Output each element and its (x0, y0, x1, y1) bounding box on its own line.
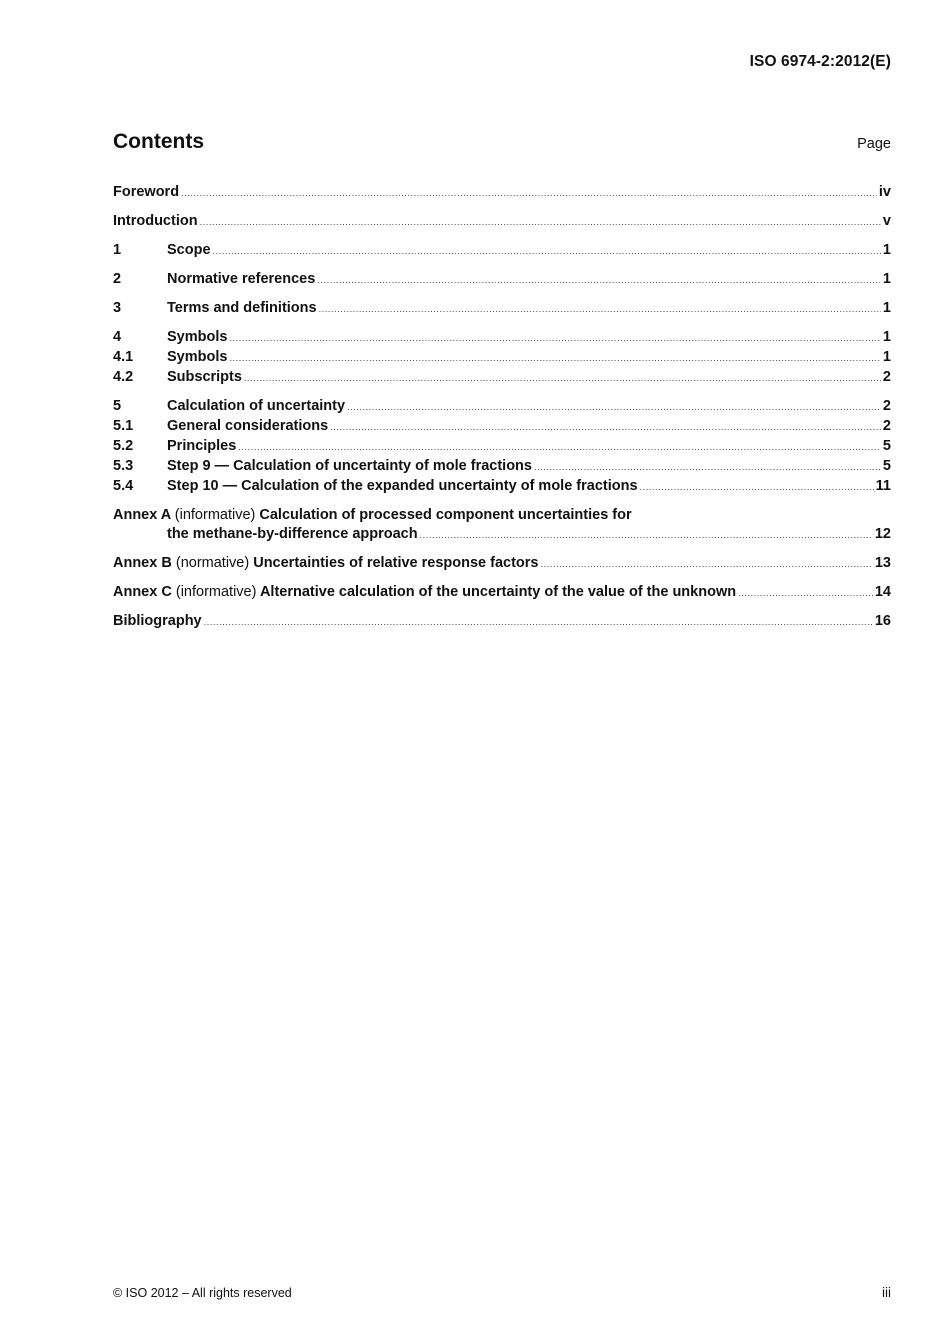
document-id: ISO 6974-2:2012(E) (749, 53, 891, 70)
leader-dots (347, 398, 881, 417)
toc-entry-page: 13 (874, 555, 891, 571)
toc-entry-calculation-of-uncertainty[interactable] (113, 397, 891, 417)
toc-entry-label: Normative references (167, 271, 316, 287)
toc-entry-page: 2 (882, 369, 891, 385)
toc-entry-page: 1 (882, 349, 891, 365)
toc-entry-step-9[interactable] (113, 457, 891, 477)
toc-entry-number: 4.2 (113, 369, 134, 385)
leader-dots (317, 271, 881, 290)
leader-dots (534, 458, 881, 477)
leader-dots (238, 438, 881, 457)
toc-entry-page: v (882, 213, 891, 229)
toc-entry-label: Bibliography (113, 613, 202, 629)
leader-dots (181, 184, 877, 203)
toc-entry-annex-b[interactable] (113, 554, 891, 574)
toc-entry-number: 5.1 (113, 418, 134, 434)
toc-entry-label (113, 583, 736, 602)
toc-entry-page: iv (878, 184, 891, 200)
copyright-notice: © ISO 2012 – All rights reserved (113, 1286, 292, 1300)
leader-dots (330, 418, 881, 437)
annex-kind: (informative) (174, 507, 256, 523)
leader-dots (204, 613, 873, 632)
leader-dots (229, 349, 880, 368)
page-number: iii (882, 1285, 891, 1300)
toc-entry-label: Step 9 — Calculation of uncertainty of mole fractions (167, 458, 532, 474)
toc-entry-scope[interactable] (113, 241, 891, 261)
table-of-contents (113, 183, 891, 632)
leader-dots (200, 213, 881, 232)
toc-entry-page: 2 (882, 418, 891, 434)
toc-entry-page: 16 (874, 613, 891, 629)
toc-entry-label: Symbols (167, 349, 228, 365)
toc-entry-symbols[interactable] (113, 328, 891, 348)
toc-entry-label: General considerations (167, 418, 329, 434)
toc-entry-page: 1 (882, 300, 891, 316)
toc-entry-label: Introduction (113, 213, 198, 229)
toc-entry-page: 1 (882, 329, 891, 345)
toc-entry-label: Scope (167, 242, 211, 258)
toc-entry-label: Calculation of uncertainty (167, 398, 346, 414)
toc-entry-page: 14 (874, 584, 891, 600)
toc-entry-page: 11 (875, 478, 891, 494)
leader-dots (640, 478, 874, 497)
leader-dots (738, 584, 873, 603)
toc-entry-foreword[interactable] (113, 183, 891, 203)
toc-entry-label: Symbols (167, 329, 228, 345)
toc-entry-page: 1 (882, 271, 891, 287)
toc-entry-page: 2 (882, 398, 891, 414)
toc-entry-label: Subscripts (167, 369, 242, 385)
annex-name: Annex B (113, 555, 172, 571)
toc-entry-number: 4.1 (113, 349, 134, 365)
toc-entry-symbols-sub[interactable] (113, 348, 891, 368)
leader-dots (541, 555, 873, 574)
leader-dots (229, 329, 880, 348)
toc-entry-number: 5.4 (113, 478, 134, 494)
toc-entry-number: 5.2 (113, 438, 134, 454)
toc-entry-subscripts[interactable] (113, 368, 891, 388)
toc-entry-number: 3 (113, 300, 122, 316)
toc-entry-label: Step 10 — Calculation of the expanded uncertainty of mole fractions (167, 478, 638, 494)
annex-kind: (normative) (175, 555, 250, 571)
toc-entry-number: 2 (113, 271, 122, 287)
toc-entry-annex-c[interactable] (113, 583, 891, 603)
toc-entry-page: 5 (882, 458, 891, 474)
toc-entry-label: Principles (167, 438, 237, 454)
page-column-label: Page (857, 136, 891, 152)
toc-entry-page: 5 (882, 438, 891, 454)
toc-entry-terms-and-definitions[interactable] (113, 299, 891, 319)
annex-title-line1: Calculation of processed component uncertainties for (259, 507, 632, 523)
leader-dots (420, 526, 873, 545)
toc-entry-page: 12 (874, 526, 891, 542)
toc-entry-label (113, 554, 539, 573)
toc-entry-number: 5.3 (113, 458, 134, 474)
annex-kind: (informative) (175, 584, 257, 600)
annex-name: Annex A (113, 507, 171, 523)
toc-entry-label: Foreword (113, 184, 180, 200)
annex-title-line2: the methane-by-difference approach (167, 526, 418, 542)
toc-entry-principles[interactable] (113, 437, 891, 457)
toc-entry-normative-references[interactable] (113, 270, 891, 290)
contents-header (113, 130, 891, 154)
toc-entry-general-considerations[interactable] (113, 417, 891, 437)
toc-entry-number: 4 (113, 329, 122, 345)
annex-a-second-line (113, 525, 891, 545)
annex-title: Uncertainties of relative response factors (253, 555, 539, 571)
leader-dots (244, 369, 881, 388)
toc-entry-number: 5 (113, 398, 122, 414)
toc-entry-page: 1 (882, 242, 891, 258)
annex-name: Annex C (113, 584, 172, 600)
leader-dots (213, 242, 881, 261)
toc-entry-bibliography[interactable] (113, 612, 891, 632)
annex-a-first-line (113, 506, 891, 525)
contents-title: Contents (113, 130, 204, 153)
leader-dots (319, 300, 881, 319)
toc-entry-number: 1 (113, 242, 122, 258)
toc-entry-label: Terms and definitions (167, 300, 317, 316)
toc-entry-annex-a[interactable] (113, 506, 891, 545)
toc-entry-step-10[interactable] (113, 477, 891, 497)
annex-title: Alternative calculation of the uncertainty of the value of the unknown (259, 584, 737, 600)
toc-entry-introduction[interactable] (113, 212, 891, 232)
